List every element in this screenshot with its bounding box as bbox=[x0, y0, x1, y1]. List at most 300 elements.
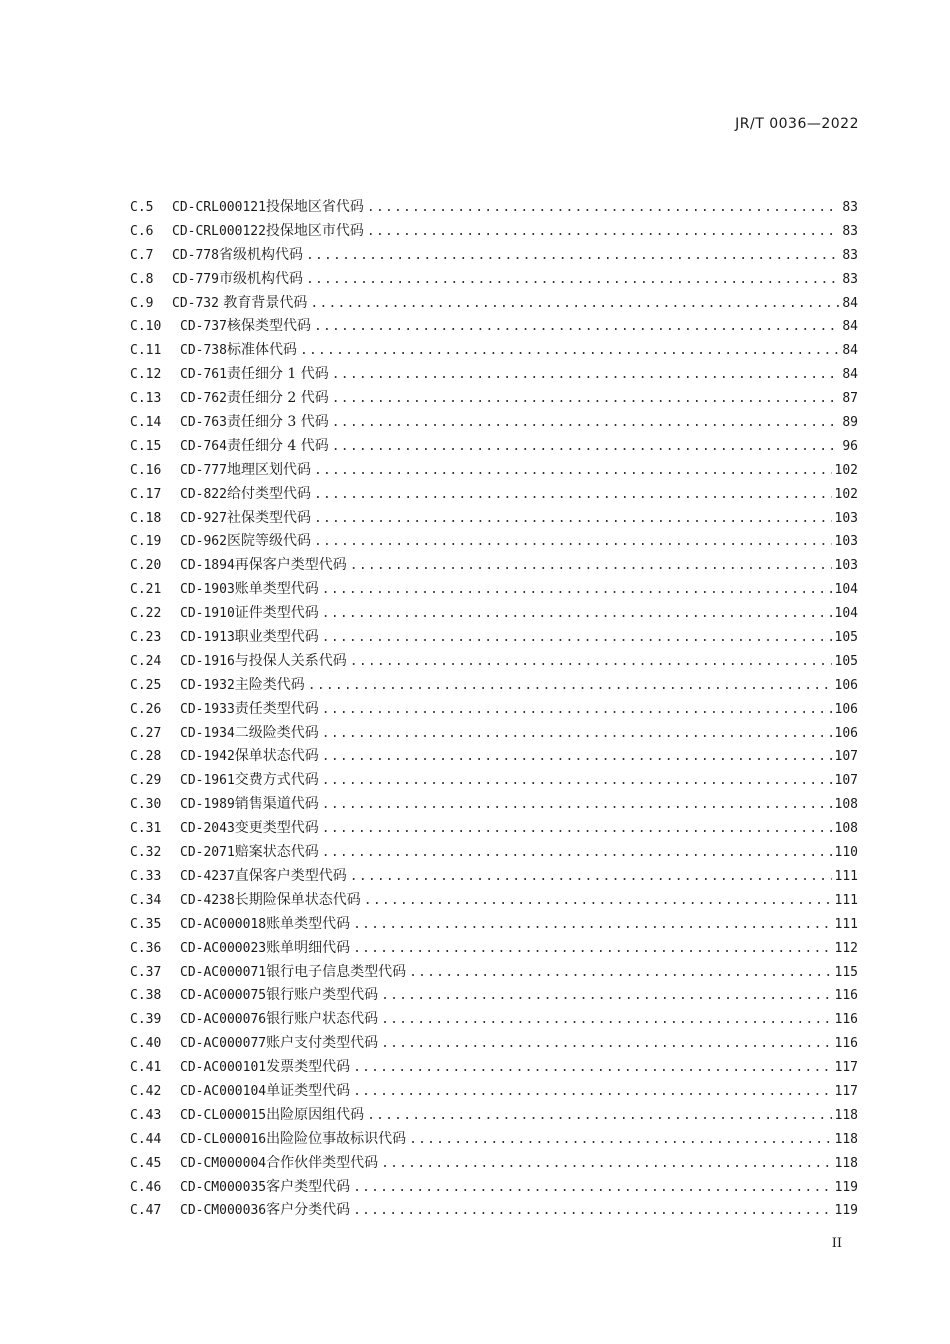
toc-entry-name: 长期险保单状态代码 bbox=[234, 891, 361, 908]
toc-entry-page: 112 bbox=[834, 940, 858, 956]
toc-dot-leader bbox=[322, 722, 832, 746]
toc-entry[interactable] bbox=[130, 1056, 858, 1080]
toc-entry-code: CD-962 bbox=[180, 534, 227, 550]
toc-entry-name: 交费方式代码 bbox=[234, 772, 319, 789]
toc-entry-number: C.21 bbox=[130, 582, 162, 598]
toc-entry-title bbox=[180, 1176, 350, 1200]
toc-entry-name: 出险险位事故标识代码 bbox=[266, 1130, 407, 1147]
toc-entry[interactable] bbox=[130, 769, 858, 793]
toc-entry-number: C.29 bbox=[130, 773, 162, 789]
toc-entry-page: 84 bbox=[842, 295, 858, 311]
toc-entry-name: 职业类型代码 bbox=[234, 629, 319, 646]
toc-entry-code: CD-CL000016 bbox=[180, 1131, 267, 1147]
toc-entry-title bbox=[180, 554, 347, 578]
toc-entry-title bbox=[180, 411, 329, 435]
toc-dot-leader bbox=[322, 578, 832, 602]
toc-entry-code: CD-AC000071 bbox=[180, 964, 267, 980]
toc-entry-page: 116 bbox=[834, 1036, 858, 1052]
toc-entry-name: 客户分类代码 bbox=[266, 1202, 351, 1219]
toc-entry-name: 出险原因组代码 bbox=[266, 1106, 365, 1123]
toc-entry-number: C.45 bbox=[130, 1155, 162, 1171]
toc-entry-code: CD-1916 bbox=[180, 653, 235, 669]
page-number: II bbox=[831, 1236, 842, 1251]
toc-entry-name: 合作伙伴类型代码 bbox=[266, 1154, 379, 1171]
toc-entry-page: 83 bbox=[842, 200, 858, 215]
toc-entry-page: 118 bbox=[834, 1107, 858, 1123]
toc-dot-leader bbox=[332, 363, 840, 387]
toc-entry-number: C.15 bbox=[130, 438, 162, 454]
toc-entry-code: CD-764 bbox=[180, 438, 227, 454]
toc-entry-code: CD-CRL000122 bbox=[172, 223, 266, 239]
toc-entry-page: 96 bbox=[842, 438, 858, 454]
toc-entry-page: 116 bbox=[834, 988, 858, 1004]
toc-dot-leader bbox=[367, 1104, 831, 1128]
toc-entry-title bbox=[180, 387, 329, 411]
toc-dot-leader bbox=[322, 602, 832, 626]
toc-entry[interactable] bbox=[130, 268, 858, 292]
toc-entry-number: C.30 bbox=[130, 797, 162, 813]
toc-dot-leader bbox=[332, 387, 840, 411]
toc-entry[interactable] bbox=[130, 292, 858, 316]
toc-entry-page: 84 bbox=[842, 319, 858, 335]
toc-entry-code: CD-732 bbox=[172, 295, 219, 311]
toc-entry-page: 108 bbox=[834, 821, 858, 837]
toc-dot-leader bbox=[314, 530, 832, 554]
toc-entry-number: C.32 bbox=[130, 845, 162, 861]
toc-entry-title bbox=[180, 483, 311, 507]
toc-entry-title bbox=[180, 650, 347, 674]
toc-entry-name: 责任细分 1 代码 bbox=[226, 366, 329, 383]
toc-dot-leader bbox=[314, 483, 832, 507]
toc-entry-code: CD-779 bbox=[172, 271, 219, 287]
toc-dot-leader bbox=[322, 769, 832, 793]
toc-entry-title bbox=[180, 1128, 406, 1152]
toc-entry-title bbox=[180, 1152, 378, 1176]
toc-entry-page: 102 bbox=[834, 486, 858, 502]
toc-entry-number: C.35 bbox=[130, 916, 162, 932]
toc-entry-title bbox=[180, 339, 297, 363]
toc-entry-number: C.40 bbox=[130, 1036, 162, 1052]
toc-dot-leader bbox=[308, 674, 832, 698]
toc-entry-number: C.37 bbox=[130, 964, 162, 980]
toc-entry-name: 二级险类代码 bbox=[234, 724, 319, 741]
toc-entry-title bbox=[180, 626, 319, 650]
toc-entry-number: C.38 bbox=[130, 988, 162, 1004]
toc-entry-code: CD-AC000018 bbox=[180, 916, 267, 932]
toc-entry-title bbox=[180, 435, 329, 459]
toc-entry-code: CD-AC000023 bbox=[180, 940, 267, 956]
toc-entry-title bbox=[180, 841, 319, 865]
toc-entry-number: C.34 bbox=[130, 892, 162, 908]
toc-entry-name: 单证类型代码 bbox=[266, 1082, 351, 1099]
toc-entry-page: 119 bbox=[834, 1179, 858, 1195]
toc-entry-number: C.27 bbox=[130, 725, 162, 741]
toc-entry[interactable] bbox=[130, 244, 858, 268]
toc-entry[interactable] bbox=[130, 961, 858, 985]
toc-entry-name: 医院等级代码 bbox=[226, 533, 311, 550]
toc-entry-number: C.41 bbox=[130, 1060, 162, 1076]
toc-entry-number: C.36 bbox=[130, 940, 162, 956]
toc-entry-name: 省级机构代码 bbox=[218, 246, 303, 263]
toc-entry-code: CD-CL000015 bbox=[180, 1107, 267, 1123]
toc-entry[interactable] bbox=[130, 889, 858, 913]
toc-entry-code: CD-CM000035 bbox=[180, 1179, 267, 1195]
toc-entry-code: CD-2071 bbox=[180, 845, 235, 861]
toc-entry-name: 发票类型代码 bbox=[266, 1059, 351, 1076]
toc-entry-number: C.39 bbox=[130, 1012, 162, 1028]
toc-entry-code: CD-737 bbox=[180, 319, 227, 335]
toc-entry-title bbox=[180, 722, 319, 746]
toc-entry-name: 市级机构代码 bbox=[218, 270, 303, 287]
toc-entry-name: 保单状态代码 bbox=[234, 748, 319, 765]
toc-entry-page: 118 bbox=[834, 1155, 858, 1171]
toc-entry-number: C.8 bbox=[130, 271, 154, 287]
toc-entry-code: CD-4238 bbox=[180, 892, 235, 908]
toc-entry-code: CD-AC000076 bbox=[180, 1012, 267, 1028]
toc-entry-code: CD-2043 bbox=[180, 821, 235, 837]
toc-entry-name: 变更类型代码 bbox=[234, 820, 319, 837]
toc-entry-title bbox=[172, 220, 364, 244]
toc-entry-page: 119 bbox=[834, 1203, 858, 1219]
toc-entry-title bbox=[180, 315, 311, 339]
toc-entry-title bbox=[180, 363, 329, 387]
toc-dot-leader bbox=[314, 315, 839, 339]
toc-entry-title bbox=[180, 1199, 350, 1223]
toc-entry-title bbox=[180, 1080, 350, 1104]
toc-entry[interactable] bbox=[130, 411, 858, 435]
toc-entry-code: CD-777 bbox=[180, 462, 227, 478]
toc-dot-leader bbox=[350, 650, 832, 674]
toc-entry-code: CD-1913 bbox=[180, 630, 235, 646]
toc-entry-page: 107 bbox=[834, 749, 858, 765]
toc-entry-name: 再保客户类型代码 bbox=[234, 557, 347, 574]
toc-entry[interactable] bbox=[130, 602, 858, 626]
toc-dot-leader bbox=[322, 817, 832, 841]
toc-entry-number: C.19 bbox=[130, 534, 162, 550]
toc-dot-leader bbox=[332, 411, 840, 435]
toc-entry-number: C.33 bbox=[130, 868, 162, 884]
toc-entry[interactable] bbox=[130, 793, 858, 817]
toc-entry[interactable] bbox=[130, 459, 858, 483]
toc-dot-leader bbox=[322, 626, 832, 650]
toc-entry[interactable] bbox=[130, 578, 858, 602]
toc-entry[interactable] bbox=[130, 1152, 858, 1176]
toc-entry[interactable] bbox=[130, 315, 858, 339]
toc-dot-leader bbox=[409, 1128, 831, 1152]
toc-entry-page: 83 bbox=[842, 223, 858, 239]
toc-entry-page: 89 bbox=[842, 415, 858, 431]
toc-entry-name: 账单类型代码 bbox=[266, 915, 351, 932]
toc-entry-code: CD-1961 bbox=[180, 773, 235, 789]
toc-entry-page: 103 bbox=[834, 510, 858, 526]
toc-entry-page: 106 bbox=[834, 701, 858, 717]
toc-entry-name: 客户类型代码 bbox=[266, 1178, 351, 1195]
toc-entry-page: 83 bbox=[842, 247, 858, 263]
toc-entry-name: 投保地区省代码 bbox=[265, 199, 364, 215]
toc-entry-page: 108 bbox=[834, 797, 858, 813]
toc-entry-number: C.7 bbox=[130, 247, 154, 263]
toc-entry-title bbox=[180, 961, 406, 985]
toc-entry-number: C.47 bbox=[130, 1203, 162, 1219]
toc-entry-page: 87 bbox=[842, 391, 858, 407]
toc-dot-leader bbox=[314, 507, 832, 531]
toc-entry-number: C.10 bbox=[130, 319, 162, 335]
toc-entry-number: C.9 bbox=[130, 295, 154, 311]
toc-entry-number: C.23 bbox=[130, 630, 162, 646]
toc-entry-number: C.11 bbox=[130, 343, 162, 359]
toc-entry-title bbox=[172, 244, 303, 268]
toc-entry-code: CD-1910 bbox=[180, 606, 235, 622]
toc-entry-name: 核保类型代码 bbox=[226, 318, 311, 335]
toc-entry-page: 116 bbox=[834, 1012, 858, 1028]
toc-entry[interactable] bbox=[130, 745, 858, 769]
toc-entry[interactable] bbox=[130, 650, 858, 674]
toc-dot-leader bbox=[381, 1032, 831, 1056]
toc-dot-leader bbox=[350, 865, 832, 889]
toc-entry-code: CD-1942 bbox=[180, 749, 235, 765]
toc-dot-leader bbox=[322, 841, 832, 865]
toc-entry-number: C.5 bbox=[130, 200, 154, 215]
toc-entry-title bbox=[172, 196, 364, 220]
toc-dot-leader bbox=[300, 339, 839, 363]
table-of-contents bbox=[130, 196, 858, 1223]
toc-entry-page: 106 bbox=[834, 677, 858, 693]
toc-entry[interactable] bbox=[130, 626, 858, 650]
toc-entry-title bbox=[180, 459, 311, 483]
toc-dot-leader bbox=[367, 220, 839, 244]
toc-entry-code: CD-AC000075 bbox=[180, 988, 267, 1004]
toc-entry-page: 107 bbox=[834, 773, 858, 789]
toc-entry-name: 账单明细代码 bbox=[266, 939, 351, 956]
toc-entry-name: 账单类型代码 bbox=[234, 581, 319, 598]
toc-entry-page: 84 bbox=[842, 343, 858, 359]
toc-entry-title bbox=[180, 865, 347, 889]
toc-entry-number: C.42 bbox=[130, 1083, 162, 1099]
toc-entry-code: CD-AC000077 bbox=[180, 1036, 267, 1052]
toc-entry-title bbox=[180, 817, 319, 841]
toc-entry-number: C.24 bbox=[130, 653, 162, 669]
toc-entry-number: C.17 bbox=[130, 486, 162, 502]
toc-entry-title bbox=[172, 292, 307, 316]
toc-entry-page: 104 bbox=[834, 582, 858, 598]
toc-entry-name: 标准体代码 bbox=[226, 342, 297, 359]
toc-dot-leader bbox=[353, 1056, 831, 1080]
toc-dot-leader bbox=[314, 459, 832, 483]
toc-dot-leader bbox=[409, 961, 831, 985]
toc-entry-name: 直保客户类型代码 bbox=[234, 867, 347, 884]
toc-entry[interactable] bbox=[130, 722, 858, 746]
toc-entry[interactable] bbox=[130, 196, 858, 220]
toc-entry[interactable] bbox=[130, 984, 858, 1008]
toc-entry-number: C.13 bbox=[130, 391, 162, 407]
toc-entry-name: 银行电子信息类型代码 bbox=[266, 963, 407, 980]
toc-entry-code: CD-CRL000121 bbox=[172, 200, 266, 215]
toc-entry-page: 102 bbox=[834, 462, 858, 478]
toc-entry-title bbox=[180, 530, 311, 554]
toc-entry-code: CD-822 bbox=[180, 486, 227, 502]
toc-entry[interactable] bbox=[130, 841, 858, 865]
toc-entry[interactable] bbox=[130, 913, 858, 937]
toc-dot-leader bbox=[310, 292, 839, 316]
toc-dot-leader bbox=[306, 244, 839, 268]
toc-entry-code: CD-CM000004 bbox=[180, 1155, 267, 1171]
toc-entry[interactable] bbox=[130, 387, 858, 411]
toc-entry-number: C.31 bbox=[130, 821, 162, 837]
toc-entry-name: 责任细分 4 代码 bbox=[226, 437, 329, 454]
toc-entry-page: 103 bbox=[834, 558, 858, 574]
toc-entry-title bbox=[180, 1008, 378, 1032]
toc-entry-page: 117 bbox=[834, 1060, 858, 1076]
toc-entry-title bbox=[180, 745, 319, 769]
toc-entry[interactable] bbox=[130, 363, 858, 387]
toc-entry[interactable] bbox=[130, 1032, 858, 1056]
toc-dot-leader bbox=[306, 268, 839, 292]
toc-entry-number: C.26 bbox=[130, 701, 162, 717]
toc-entry-page: 106 bbox=[834, 725, 858, 741]
toc-entry-number: C.18 bbox=[130, 510, 162, 526]
toc-entry-code: CD-4237 bbox=[180, 868, 235, 884]
toc-entry-page: 111 bbox=[834, 916, 858, 932]
toc-entry[interactable] bbox=[130, 1199, 858, 1223]
toc-entry-name: 销售渠道代码 bbox=[234, 796, 319, 813]
toc-entry[interactable] bbox=[130, 483, 858, 507]
toc-entry-title bbox=[180, 769, 319, 793]
toc-entry-title bbox=[180, 1032, 378, 1056]
toc-entry[interactable] bbox=[130, 1008, 858, 1032]
toc-entry-code: CD-CM000036 bbox=[180, 1203, 267, 1219]
toc-entry[interactable] bbox=[130, 937, 858, 961]
toc-entry-page: 118 bbox=[834, 1131, 858, 1147]
toc-entry-title bbox=[180, 1104, 364, 1128]
toc-entry[interactable] bbox=[130, 507, 858, 531]
toc-entry-name: 给付类型代码 bbox=[226, 485, 311, 502]
toc-entry[interactable] bbox=[130, 674, 858, 698]
toc-entry[interactable] bbox=[130, 817, 858, 841]
toc-entry[interactable] bbox=[130, 554, 858, 578]
toc-entry-title bbox=[180, 793, 319, 817]
toc-entry-title bbox=[180, 889, 361, 913]
toc-dot-leader bbox=[350, 554, 832, 578]
toc-entry[interactable] bbox=[130, 339, 858, 363]
toc-entry-title bbox=[180, 507, 311, 531]
toc-entry[interactable] bbox=[130, 1176, 858, 1200]
toc-entry-number: C.28 bbox=[130, 749, 162, 765]
toc-entry-page: 110 bbox=[834, 845, 858, 861]
toc-entry-title bbox=[180, 984, 378, 1008]
toc-entry-number: C.12 bbox=[130, 367, 162, 383]
toc-entry-code: CD-AC000101 bbox=[180, 1060, 267, 1076]
toc-dot-leader bbox=[322, 698, 832, 722]
toc-dot-leader bbox=[381, 984, 831, 1008]
toc-dot-leader bbox=[353, 1199, 831, 1223]
toc-entry[interactable] bbox=[130, 1080, 858, 1104]
toc-entry-name: 投保地区市代码 bbox=[265, 222, 364, 239]
toc-entry-number: C.20 bbox=[130, 558, 162, 574]
toc-entry-name: 社保类型代码 bbox=[226, 509, 311, 526]
toc-entry-code: CD-761 bbox=[180, 367, 227, 383]
toc-entry-number: C.43 bbox=[130, 1107, 162, 1123]
toc-entry-title bbox=[180, 674, 305, 698]
toc-entry[interactable] bbox=[130, 530, 858, 554]
toc-dot-leader bbox=[353, 913, 831, 937]
toc-entry-name: 主险类代码 bbox=[234, 676, 305, 693]
toc-entry-code: CD-1932 bbox=[180, 677, 235, 693]
toc-entry[interactable] bbox=[130, 1104, 858, 1128]
toc-entry-number: C.46 bbox=[130, 1179, 162, 1195]
toc-entry-name: 责任细分 3 代码 bbox=[226, 414, 329, 431]
toc-entry[interactable] bbox=[130, 1128, 858, 1152]
toc-entry-code: CD-738 bbox=[180, 343, 227, 359]
toc-entry-page: 103 bbox=[834, 534, 858, 550]
toc-entry[interactable] bbox=[130, 865, 858, 889]
toc-entry-page: 117 bbox=[834, 1083, 858, 1099]
toc-entry-name: 赔案状态代码 bbox=[234, 844, 319, 861]
toc-entry-title bbox=[180, 1056, 350, 1080]
toc-entry-name: 账户支付类型代码 bbox=[266, 1035, 379, 1052]
toc-dot-leader bbox=[322, 745, 832, 769]
toc-entry-page: 111 bbox=[834, 868, 858, 884]
toc-entry-page: 104 bbox=[834, 606, 858, 622]
toc-entry-name: 教育背景代码 bbox=[218, 294, 308, 311]
toc-entry-page: 105 bbox=[834, 653, 858, 669]
toc-entry-name: 责任细分 2 代码 bbox=[226, 390, 329, 407]
toc-entry-number: C.44 bbox=[130, 1131, 162, 1147]
toc-entry[interactable] bbox=[130, 220, 858, 244]
toc-entry-title bbox=[180, 698, 319, 722]
toc-dot-leader bbox=[332, 435, 840, 459]
toc-entry-title bbox=[180, 602, 319, 626]
toc-entry-name: 地理区划代码 bbox=[226, 461, 311, 478]
toc-dot-leader bbox=[381, 1008, 831, 1032]
toc-entry-code: CD-1934 bbox=[180, 725, 235, 741]
toc-entry-code: CD-1894 bbox=[180, 558, 235, 574]
toc-entry-number: C.16 bbox=[130, 462, 162, 478]
toc-entry-name: 证件类型代码 bbox=[234, 605, 319, 622]
toc-entry-code: CD-927 bbox=[180, 510, 227, 526]
toc-entry-title bbox=[172, 268, 303, 292]
toc-entry-page: 105 bbox=[834, 630, 858, 646]
toc-entry-code: CD-778 bbox=[172, 247, 219, 263]
toc-entry-code: CD-763 bbox=[180, 415, 227, 431]
toc-entry-title bbox=[180, 937, 350, 961]
toc-entry-number: C.22 bbox=[130, 606, 162, 622]
toc-entry-page: 83 bbox=[842, 271, 858, 287]
toc-entry-number: C.6 bbox=[130, 223, 154, 239]
toc-entry-page: 115 bbox=[834, 964, 858, 980]
toc-dot-leader bbox=[322, 793, 832, 817]
toc-entry-name: 银行账户状态代码 bbox=[266, 1011, 379, 1028]
toc-entry-code: CD-1933 bbox=[180, 701, 235, 717]
toc-entry-number: C.25 bbox=[130, 677, 162, 693]
toc-dot-leader bbox=[381, 1152, 831, 1176]
toc-dot-leader bbox=[364, 889, 832, 913]
toc-entry[interactable] bbox=[130, 435, 858, 459]
document-code-header: JR/T 0036—2022 bbox=[735, 116, 859, 132]
toc-entry[interactable] bbox=[130, 698, 858, 722]
toc-entry-code: CD-1903 bbox=[180, 582, 235, 598]
toc-entry-page: 111 bbox=[834, 892, 858, 908]
toc-entry-title bbox=[180, 578, 319, 602]
toc-dot-leader bbox=[353, 937, 831, 961]
toc-entry-name: 与投保人关系代码 bbox=[234, 652, 347, 669]
toc-entry-page: 84 bbox=[842, 367, 858, 383]
toc-entry-code: CD-762 bbox=[180, 391, 227, 407]
toc-entry-name: 责任类型代码 bbox=[234, 700, 319, 717]
toc-entry-title bbox=[180, 913, 350, 937]
toc-dot-leader bbox=[353, 1176, 831, 1200]
toc-dot-leader bbox=[353, 1080, 831, 1104]
toc-entry-code: CD-AC000104 bbox=[180, 1083, 267, 1099]
